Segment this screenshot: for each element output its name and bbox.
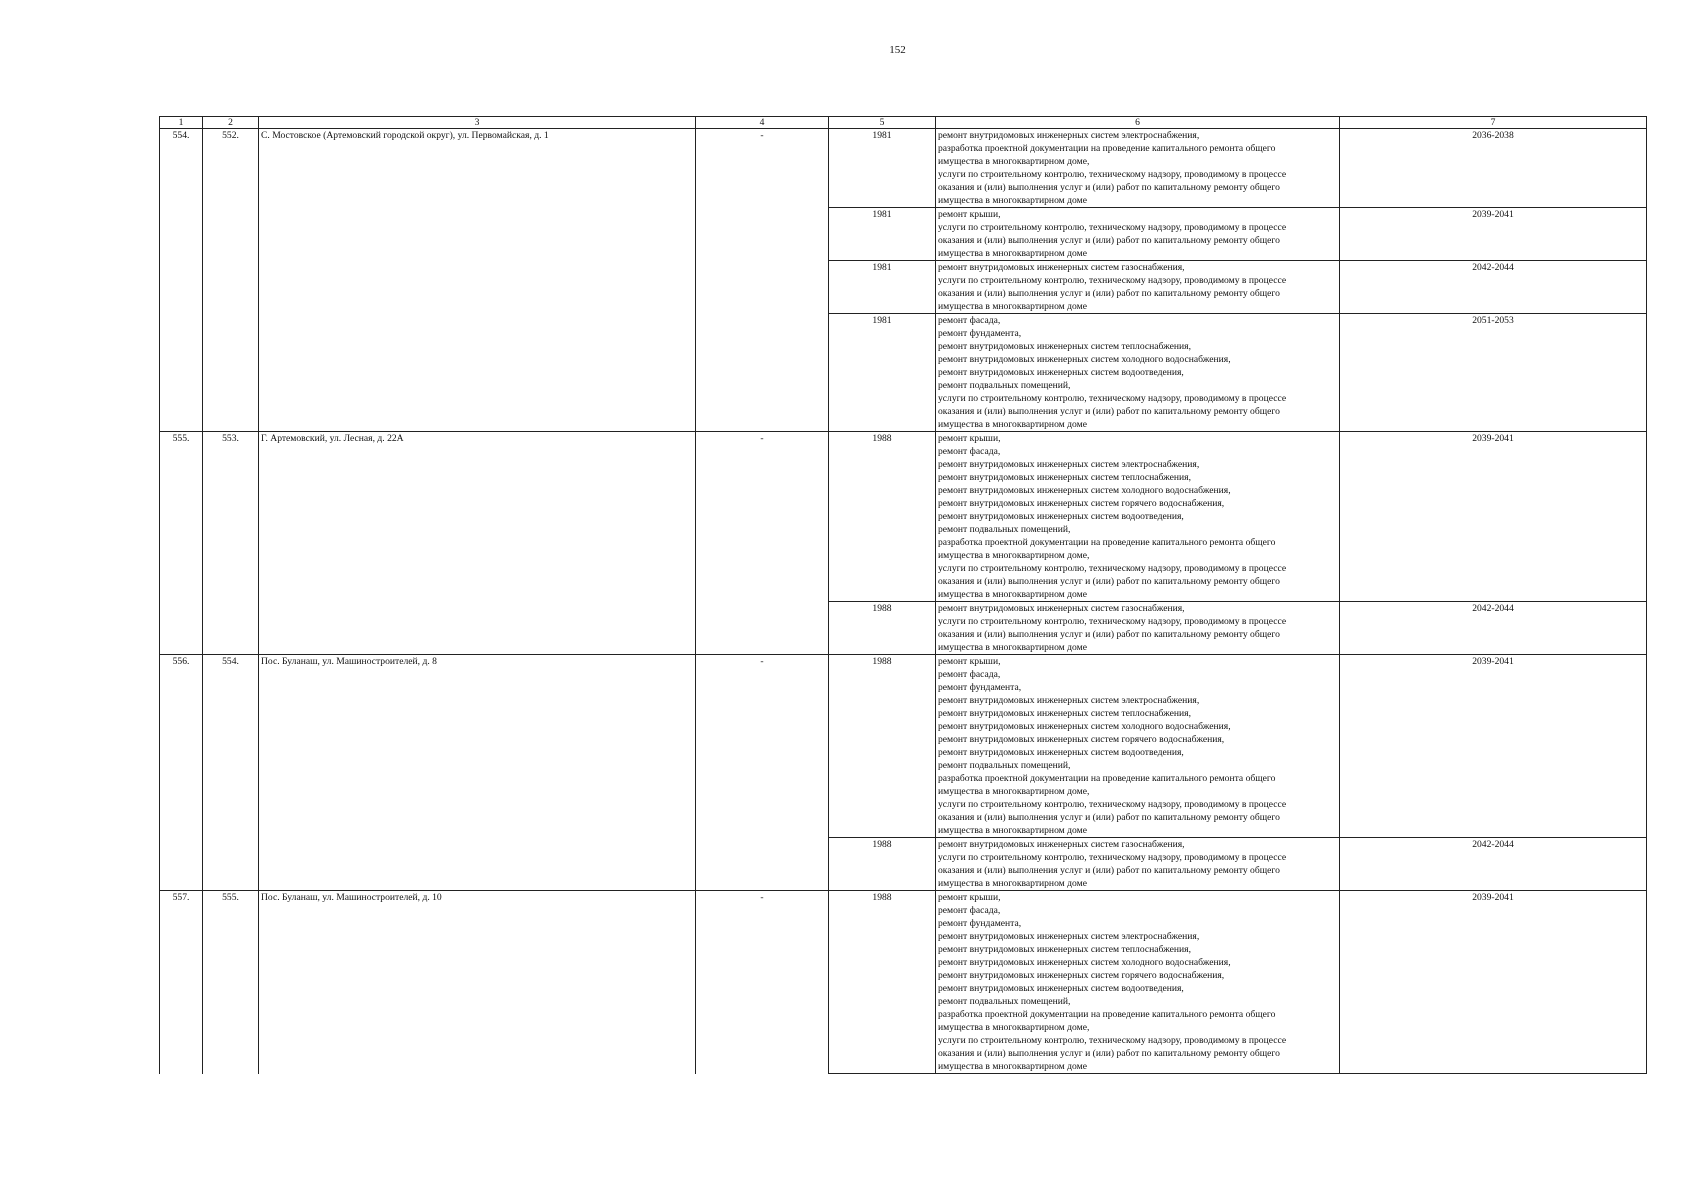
work-item: ремонт фасада, (938, 446, 1001, 457)
table-body (160, 117, 1647, 1074)
work-item: оказания и (или) выполнения услуг и (или) работ по капитальному ремонту общего (938, 406, 1280, 417)
work-item: услуги по строительному контролю, техническому надзору, проводимому в процессе (938, 275, 1287, 286)
year-cell: 1981 (829, 208, 936, 261)
work-item: услуги по строительному контролю, техническому надзору, проводимому в процессе (938, 563, 1287, 574)
work-item: ремонт фундамента, (938, 328, 1022, 339)
row-number-cell: 555. (160, 432, 203, 655)
work-item: услуги по строительному контролю, техническому надзору, проводимому в процессе (938, 222, 1287, 233)
works-cell (936, 261, 1340, 314)
work-item: ремонт внутридомовых инженерных систем теплоснабжения, (938, 341, 1191, 352)
work-item: ремонт внутридомовых инженерных систем водоотведения, (938, 511, 1184, 522)
year-cell: 1981 (829, 129, 936, 208)
period-cell: 2042-2044 (1340, 838, 1647, 891)
period-cell: 2039-2041 (1340, 655, 1647, 838)
address-cell: С. Мостовское (Артемовский городской округ), ул. Первомайская, д. 1 (259, 129, 696, 432)
work-item: имущества в многоквартирном доме, (938, 786, 1090, 797)
works-cell (936, 432, 1340, 602)
column-4-cell: - (696, 655, 829, 891)
work-item: разработка проектной документации на проведение капитального ремонта общего (938, 1009, 1276, 1020)
work-item: оказания и (или) выполнения услуг и (или) работ по капитальному ремонту общего (938, 629, 1280, 640)
period-cell: 2039-2041 (1340, 891, 1647, 1074)
page-number: 152 (889, 44, 906, 56)
work-item: ремонт внутридомовых инженерных систем водоотведения, (938, 367, 1184, 378)
row-number-cell: 557. (160, 891, 203, 1074)
work-item: имущества в многоквартирном доме (938, 195, 1087, 206)
period-cell: 2036-2038 (1340, 129, 1647, 208)
column-header: 1 (160, 117, 203, 129)
table-row (160, 129, 1647, 208)
address-cell: Пос. Буланаш, ул. Машиностроителей, д. 8 (259, 655, 696, 891)
work-item: имущества в многоквартирном доме (938, 825, 1087, 836)
work-item: ремонт фасада, (938, 905, 1001, 916)
table-row (160, 655, 1647, 838)
work-item: разработка проектной документации на проведение капитального ремонта общего (938, 537, 1276, 548)
work-item: ремонт фасада, (938, 669, 1001, 680)
work-item: оказания и (или) выполнения услуг и (или) работ по капитальному ремонту общего (938, 812, 1280, 823)
period-cell: 2039-2041 (1340, 208, 1647, 261)
work-item: оказания и (или) выполнения услуг и (или) работ по капитальному ремонту общего (938, 288, 1280, 299)
work-item: оказания и (или) выполнения услуг и (или) работ по капитальному ремонту общего (938, 1048, 1280, 1059)
work-item: услуги по строительному контролю, техническому надзору, проводимому в процессе (938, 616, 1287, 627)
work-item: ремонт внутридомовых инженерных систем водоотведения, (938, 747, 1184, 758)
address-cell: Г. Артемовский, ул. Лесная, д. 22А (259, 432, 696, 655)
work-item: ремонт фундамента, (938, 918, 1022, 929)
work-item: ремонт крыши, (938, 433, 1001, 444)
work-item: ремонт внутридомовых инженерных систем теплоснабжения, (938, 472, 1191, 483)
work-item: имущества в многоквартирном доме (938, 419, 1087, 430)
works-cell (936, 838, 1340, 891)
work-item: оказания и (или) выполнения услуг и (или) работ по капитальному ремонту общего (938, 865, 1280, 876)
work-item: ремонт внутридомовых инженерных систем теплоснабжения, (938, 944, 1191, 955)
work-item: услуги по строительному контролю, техническому надзору, проводимому в процессе (938, 393, 1287, 404)
work-item: разработка проектной документации на проведение капитального ремонта общего (938, 773, 1276, 784)
period-cell: 2051-2053 (1340, 314, 1647, 432)
table-row (160, 891, 1647, 1074)
row-index-cell: 555. (203, 891, 259, 1074)
work-item: имущества в многоквартирном доме, (938, 156, 1090, 167)
work-item: ремонт внутридомовых инженерных систем электроснабжения, (938, 130, 1200, 141)
row-number-cell: 554. (160, 129, 203, 432)
work-item: ремонт внутридомовых инженерных систем газоснабжения, (938, 839, 1185, 850)
year-cell: 1988 (829, 891, 936, 1074)
work-item: услуги по строительному контролю, техническому надзору, проводимому в процессе (938, 1035, 1287, 1046)
column-header: 3 (259, 117, 696, 129)
year-cell: 1981 (829, 314, 936, 432)
year-cell: 1988 (829, 655, 936, 838)
year-cell: 1988 (829, 838, 936, 891)
work-item: оказания и (или) выполнения услуг и (или) работ по капитальному ремонту общего (938, 235, 1280, 246)
period-cell: 2039-2041 (1340, 432, 1647, 602)
row-number-cell: 556. (160, 655, 203, 891)
work-item: ремонт внутридомовых инженерных систем газоснабжения, (938, 262, 1185, 273)
work-item: ремонт крыши, (938, 892, 1001, 903)
work-item: ремонт внутридомовых инженерных систем холодного водоснабжения, (938, 721, 1231, 732)
work-item: услуги по строительному контролю, техническому надзору, проводимому в процессе (938, 169, 1287, 180)
period-cell: 2042-2044 (1340, 602, 1647, 655)
work-item: имущества в многоквартирном доме (938, 248, 1087, 259)
year-cell: 1981 (829, 261, 936, 314)
work-item: оказания и (или) выполнения услуг и (или) работ по капитальному ремонту общего (938, 576, 1280, 587)
works-cell (936, 602, 1340, 655)
work-item: ремонт подвальных помещений, (938, 524, 1071, 535)
repair-schedule-table (159, 116, 1647, 1074)
column-header: 7 (1340, 117, 1647, 129)
work-item: ремонт внутридомовых инженерных систем горячего водоснабжения, (938, 498, 1225, 509)
column-header: 4 (696, 117, 829, 129)
column-header: 6 (936, 117, 1340, 129)
period-cell: 2042-2044 (1340, 261, 1647, 314)
work-item: ремонт фундамента, (938, 682, 1022, 693)
work-item: ремонт внутридомовых инженерных систем холодного водоснабжения, (938, 957, 1231, 968)
year-cell: 1988 (829, 602, 936, 655)
work-item: оказания и (или) выполнения услуг и (или) работ по капитальному ремонту общего (938, 182, 1280, 193)
work-item: услуги по строительному контролю, техническому надзору, проводимому в процессе (938, 799, 1287, 810)
address-cell: Пос. Буланаш, ул. Машиностроителей, д. 10 (259, 891, 696, 1074)
column-4-cell: - (696, 432, 829, 655)
work-item: ремонт внутридомовых инженерных систем электроснабжения, (938, 459, 1200, 470)
work-item: имущества в многоквартирном доме (938, 301, 1087, 312)
table-row (160, 432, 1647, 602)
work-item: имущества в многоквартирном доме (938, 642, 1087, 653)
work-item: ремонт внутридомовых инженерных систем горячего водоснабжения, (938, 734, 1225, 745)
work-item: ремонт подвальных помещений, (938, 760, 1071, 771)
column-4-cell: - (696, 129, 829, 432)
column-header: 2 (203, 117, 259, 129)
work-item: разработка проектной документации на проведение капитального ремонта общего (938, 143, 1276, 154)
work-item: ремонт внутридомовых инженерных систем электроснабжения, (938, 695, 1200, 706)
work-item: услуги по строительному контролю, техническому надзору, проводимому в процессе (938, 852, 1287, 863)
year-cell: 1988 (829, 432, 936, 602)
work-item: ремонт внутридомовых инженерных систем горячего водоснабжения, (938, 970, 1225, 981)
work-item: ремонт крыши, (938, 209, 1001, 220)
work-item: имущества в многоквартирном доме, (938, 550, 1090, 561)
work-item: ремонт подвальных помещений, (938, 380, 1071, 391)
works-cell (936, 891, 1340, 1074)
works-cell (936, 129, 1340, 208)
work-item: ремонт внутридомовых инженерных систем холодного водоснабжения, (938, 485, 1231, 496)
work-item: ремонт крыши, (938, 656, 1001, 667)
work-item: имущества в многоквартирном доме (938, 878, 1087, 889)
work-item: ремонт внутридомовых инженерных систем водоотведения, (938, 983, 1184, 994)
column-4-cell: - (696, 891, 829, 1074)
row-index-cell: 552. (203, 129, 259, 432)
column-header-row (160, 117, 1647, 129)
works-cell (936, 655, 1340, 838)
column-header: 5 (829, 117, 936, 129)
row-index-cell: 553. (203, 432, 259, 655)
works-cell (936, 314, 1340, 432)
work-item: ремонт внутридомовых инженерных систем холодного водоснабжения, (938, 354, 1231, 365)
work-item: ремонт подвальных помещений, (938, 996, 1071, 1007)
work-item: ремонт фасада, (938, 315, 1001, 326)
work-item: ремонт внутридомовых инженерных систем газоснабжения, (938, 603, 1185, 614)
row-index-cell: 554. (203, 655, 259, 891)
work-item: ремонт внутридомовых инженерных систем теплоснабжения, (938, 708, 1191, 719)
work-item: имущества в многоквартирном доме, (938, 1022, 1090, 1033)
work-item: имущества в многоквартирном доме (938, 1061, 1087, 1072)
work-item: имущества в многоквартирном доме (938, 589, 1087, 600)
works-cell (936, 208, 1340, 261)
work-item: ремонт внутридомовых инженерных систем электроснабжения, (938, 931, 1200, 942)
